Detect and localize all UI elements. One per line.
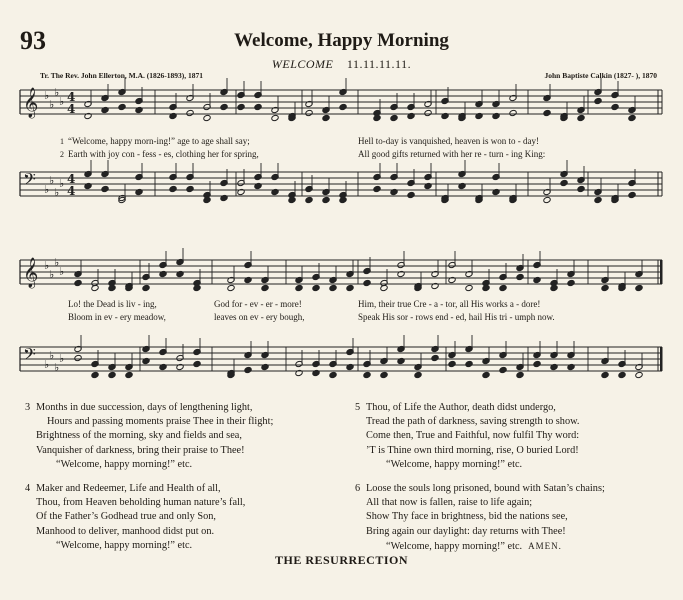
lyric-line-2-2c: Speak His sor - rows end - ed, hail His tri - umph now. (358, 312, 555, 322)
text-credit: Tr. The Rev. John Ellerton, M.A. (1826-1893), 1871 (40, 71, 203, 80)
svg-text:♭: ♭ (44, 259, 50, 272)
svg-text:♭: ♭ (44, 358, 50, 371)
svg-text:♭: ♭ (49, 349, 55, 362)
tune-meter: 11.11.11.11. (346, 57, 412, 71)
lyric-line-2-2b: leaves on ev - ery bough, (214, 312, 305, 322)
svg-text:♭: ♭ (49, 268, 55, 281)
svg-text:♭: ♭ (44, 89, 50, 102)
section-heading: THE RESURRECTION (274, 553, 409, 567)
lyric-line-2-1c: Him, their true Cre - a - tor, all His works a - dore! (358, 299, 541, 309)
stanza-4: 4 Maker and Redeemer, Life and Health of all, Thou, from Heaven beholding human nature’s fall, Of the Father’s Godhead true and only Son, Manhood to deliver, manhood didst put on. “Welcome, happy morning!” etc. (25, 483, 246, 551)
svg-text:4: 4 (67, 90, 76, 104)
svg-text:♭: ♭ (59, 352, 65, 365)
hymn-title: Welcome, Happy Morning (234, 30, 449, 51)
lyric-line-2-1a: Lo! the Dead is liv - ing, (68, 299, 157, 309)
treble-staff-1 (0, 88, 683, 118)
treble-staff-2 (0, 258, 683, 288)
svg-text:♭: ♭ (54, 86, 60, 99)
svg-text:♭: ♭ (59, 95, 65, 108)
svg-text:𝄢: 𝄢 (23, 344, 36, 368)
svg-text:♭: ♭ (59, 177, 65, 190)
amen: AMEN. (528, 540, 562, 551)
bass-staff-1 (0, 170, 683, 200)
svg-text:𝄞: 𝄞 (23, 258, 39, 288)
stanza-6: 6 Loose the souls long prisoned, bound with Satan’s chains; All that now is fallen, raise to life again; Show Thy face in brightness, bid the nations see, Bring again our daylight: day returns with Thee! “Welcome, happy morning!” etc. AMEN. (355, 483, 605, 552)
tune-name: WELCOME (271, 57, 334, 71)
svg-text:4: 4 (67, 184, 76, 198)
svg-text:♭: ♭ (49, 174, 55, 187)
svg-text:𝄢: 𝄢 (23, 169, 36, 193)
svg-text:𝄞: 𝄞 (23, 88, 39, 118)
svg-text:♭: ♭ (44, 183, 50, 196)
svg-text:4: 4 (67, 172, 76, 186)
music-credit: John Baptiste Calkin (1827- ), 1870 (544, 71, 657, 80)
lyric-line-1-2: 2 Earth with joy con - fess - es, clothing her for spring, (60, 149, 259, 159)
svg-text:♭: ♭ (59, 265, 65, 278)
svg-text:♭: ♭ (49, 98, 55, 111)
lyric-line-1-1b: Hell to-day is vanquished, heaven is won to - day! (358, 136, 539, 146)
lyric-line-1-2b: All good gifts returned with her re - turn - ing King: (358, 149, 546, 159)
svg-text:♭: ♭ (54, 256, 60, 269)
lyric-line-2-2a: Bloom in ev - ery meadow, (68, 312, 166, 322)
svg-text:♭: ♭ (54, 361, 60, 374)
hymn-number: 93 (20, 26, 46, 55)
lyric-line-1-1: 1 “Welcome, happy morn-ing!” age to age shall say; (60, 136, 250, 146)
stanza-3: 3 Months in due succession, days of lengthening light, Hours and passing moments praise Thee in their flight; Brightness of the morning, sky and fields and sea, Vanquisher of darkness, bring their praise to Thee! “Welcome, happy morning!” etc. (25, 402, 274, 470)
svg-text:♭: ♭ (54, 186, 60, 199)
bass-staff-2 (0, 345, 683, 375)
lyric-line-2-1b: God for - ev - er - more! (214, 299, 302, 309)
stanza-5: 5 Thou, of Life the Author, death didst undergo, Tread the path of darkness, saving strength to show. Come then, True and Faithful, now fulfil Thy word: ’T is Thine own third morning, rise, O buried Lord! “Welcome, happy morning!” etc. (355, 402, 580, 470)
tune-line (0, 57, 683, 72)
svg-text:4: 4 (67, 102, 76, 116)
